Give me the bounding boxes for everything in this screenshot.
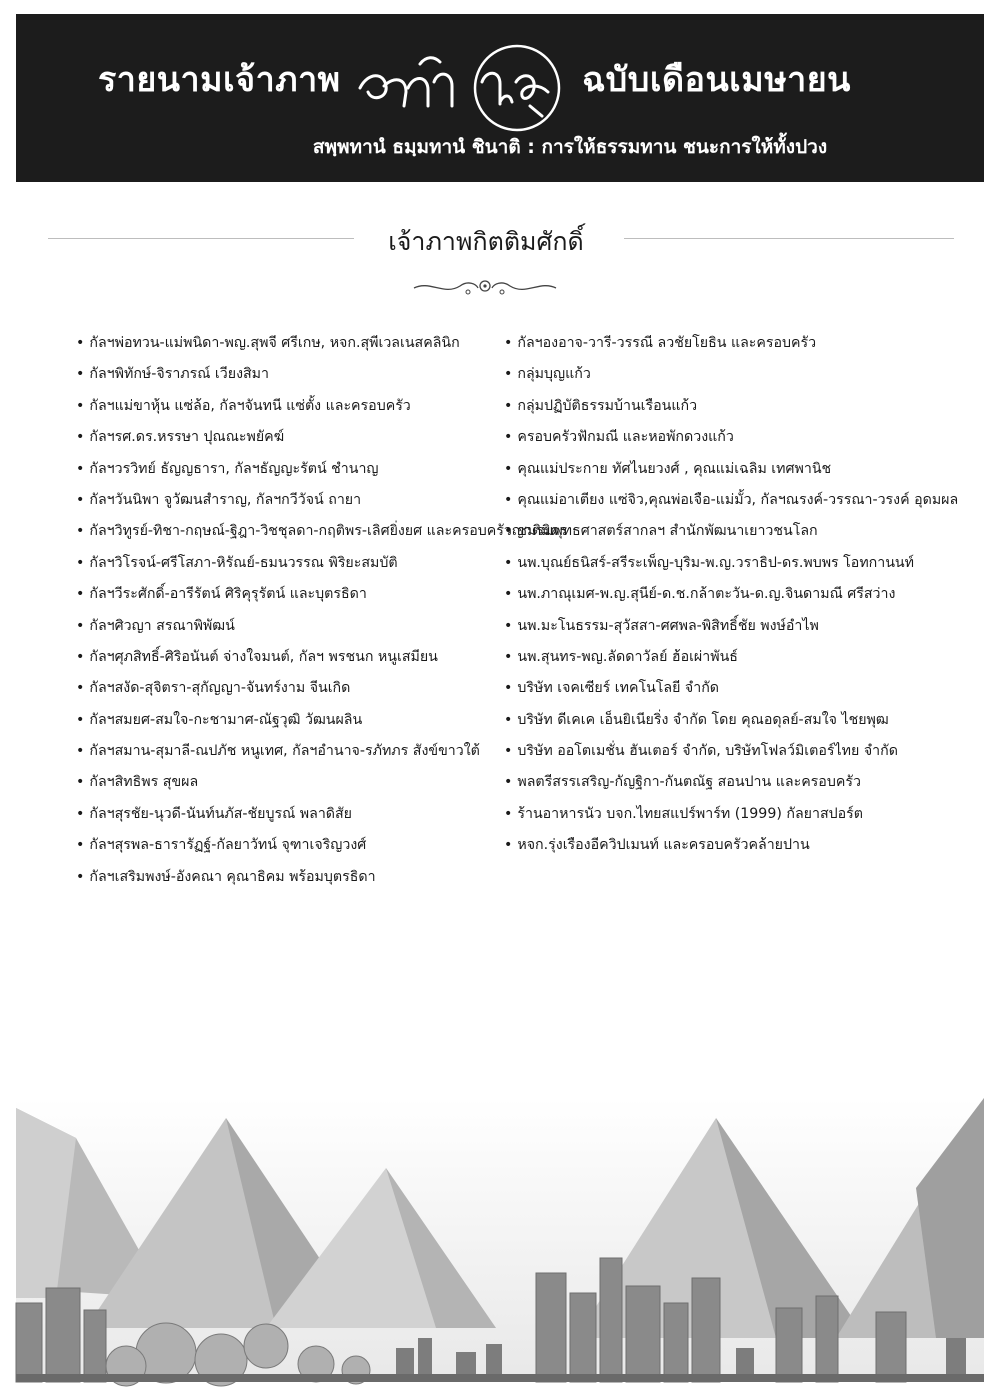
donor-right-item-9: • นพ.ภาณุเมศ-พ.ญ.สุนีย์-ด.ช.กล้าตะวัน-ด.ญ.จินดามณี ศรีสว่าง bbox=[504, 579, 944, 610]
section-heading-row bbox=[48, 218, 954, 258]
section-heading: เจ้าภาพกิตติมศักดิ์ bbox=[388, 227, 584, 256]
donor-right-item-6: • คุณแม่อาเตียง แซ่จิว,คุณพ่อเจือ-แม่มั้ว, กัลฯณรงค์-วรรณา-วรงค์ อุดมผล bbox=[504, 485, 944, 516]
donor-left-item-17: • กัลฯสุรพล-ธารารัฏฐ์-กัลยาวัทน์ จุฑาเจริญวงศ์ bbox=[76, 830, 508, 861]
donor-left-item-7: • กัลฯวิทูรย์-ทิชา-กฤษณ์-ฐิฎา-วิชชุลดา-กฤติพร-เลิศยิ่งยศ และครอบครัวญาติมิตร bbox=[76, 516, 508, 547]
donor-left-item-4: • กัลฯรศ.ดร.หรรษา ปุณณะพยัคฆ์ bbox=[76, 422, 508, 453]
donor-left-item-10: • กัลฯศิวญา สรณาพิพัฒน์ bbox=[76, 611, 508, 642]
donor-left-item-9: • กัลฯวีระศักดิ์-อารีรัตน์ ศิริคุรุรัตน์ และบุตรธิดา bbox=[76, 579, 508, 610]
header-title-left: รายนามเจ้าภาพ bbox=[98, 60, 341, 100]
donor-left-item-13: • กัลฯสมยศ-สมใจ-กะชามาศ-ณัฐวุฒิ วัฒนผลิน bbox=[76, 705, 508, 736]
divider-right bbox=[624, 238, 954, 239]
donor-left-item-12: • กัลฯสงัด-สุจิตรา-สุกัญญา-จันทร์งาม จีนเกิด bbox=[76, 673, 508, 704]
donor-left-item-15: • กัลฯสิทธิพร สุขผล bbox=[76, 767, 508, 798]
donor-right-item-17: • หจก.รุ่งเรืองอีควิปเมนท์ และครอบครัวคล้ายปาน bbox=[504, 830, 944, 861]
donor-right-item-1: • กัลฯองอาจ-วารี-วรรณี ลวชัยโยธิน และครอบครัว bbox=[504, 328, 944, 359]
donor-left-item-1: • กัลฯพ่อทวน-แม่พนิดา-พญ.สุพจี ศรีเกษ, หจก.สุพีเวลเนสคลินิก bbox=[76, 328, 508, 359]
donor-right-item-10: • นพ.มะโนธรรม-สุวัสสา-ศศพล-พิสิทธิ์ชัย พงษ์อำไพ bbox=[504, 611, 944, 642]
flourish-ornament bbox=[410, 274, 560, 298]
donor-right-item-13: • บริษัท ดีเคเค เอ็นยิเนียริ่ง จำกัด โดย คุณอดุลย์-สมใจ ไชยพุฒ bbox=[504, 705, 944, 736]
donor-left-item-11: • กัลฯศุภสิทธิ์-ศิริอนันต์ จ่างใจมนต์, กัลฯ พรชนก หนูเสมียน bbox=[76, 642, 508, 673]
donor-right-item-8: • นพ.บุณย์ธนิสร์-สรีระเพ็ญ-บุริม-พ.ญ.วราธิป-ดร.พบพร โอทกานนท์ bbox=[504, 548, 944, 579]
donor-left-item-18: • กัลฯเสริมพงษ์-อังคณา คุณาธิคม พร้อมบุตรธิดา bbox=[76, 862, 508, 893]
donor-right-item-16: • ร้านอาหารนัว บจก.ไทยสแปร์พาร์ท (1999) กัลยาสปอร์ต bbox=[504, 799, 944, 830]
donor-list-right bbox=[504, 328, 959, 862]
donor-left-item-16: • กัลฯสุรชัย-นุวดี-นันท์นภัส-ชัยบูรณ์ พลาดิสัย bbox=[76, 799, 508, 830]
donor-right-item-11: • นพ.สุนทร-พญ.ลัดดาวัลย์ ฮ้อเผ่าพันธ์ bbox=[504, 642, 944, 673]
donor-right-item-7: • ชมรมพุทธศาสตร์สากลฯ สำนักพัฒนาเยาวชนโลก bbox=[504, 516, 944, 547]
header-subtitle: สพฺพทานํ ธมฺมทานํ ชินาติ : การให้ธรรมทาน ชนะการให้ทั้งปวง bbox=[312, 136, 828, 158]
header-title-right: ฉบับเดือนเมษายน bbox=[582, 60, 851, 100]
donor-left-item-14: • กัลฯสมาน-สุมาลี-ณปภัช หนูเทศ, กัลฯอำนาจ-รภัทภร สังข์ขาวใต้ bbox=[76, 736, 508, 767]
donor-right-item-4: • ครอบครัวฟักมณี และหอพักดวงแก้ว bbox=[504, 422, 944, 453]
pyramid-city-illustration bbox=[16, 1098, 984, 1382]
donor-left-item-5: • กัลฯวรวิทย์ ธัญญธารา, กัลฯธัญญะรัตน์ ชำนาญ bbox=[76, 454, 508, 485]
donor-right-item-2: • กลุ่มบุญแก้ว bbox=[504, 359, 944, 390]
donor-left-item-8: • กัลฯวิโรจน์-ศรีโสภา-หิรัณย์-ธมนวรรณ พิริยะสมบัติ bbox=[76, 548, 508, 579]
header-banner bbox=[16, 14, 984, 182]
donor-right-item-14: • บริษัท ออโตเมชั่น ฮันเตอร์ จำกัด, บริษัทโฟลว์มิเตอร์ไทย จำกัด bbox=[504, 736, 944, 767]
donor-right-item-3: • กลุ่มปฏิบัติธรรมบ้านเรือนแก้ว bbox=[504, 391, 944, 422]
donor-right-item-12: • บริษัท เจคเซียร์ เทคโนโลยี จำกัด bbox=[504, 673, 944, 704]
donor-left-item-2: • กัลฯพิทักษ์-จิราภรณ์ เวียงสิมา bbox=[76, 359, 508, 390]
ayunaiboon-logo bbox=[354, 36, 574, 136]
donor-right-item-5: • คุณแม่ประกาย ทัศไนยวงศ์ , คุณแม่เฉลิม เทศพานิช bbox=[504, 454, 944, 485]
donor-left-item-6: • กัลฯวันนิพา จูวัฒนสำราญ, กัลฯกวีวัจน์ ถายา bbox=[76, 485, 508, 516]
donor-right-item-15: • พลตรีสรรเสริญ-กัญฐิกา-กันตณัฐ สอนปาน และครอบครัว bbox=[504, 767, 944, 798]
donor-left-item-3: • กัลฯแม่ขาหุ้น แซ่ล้อ, กัลฯจันทนี แซ่ตั้ง และครอบครัว bbox=[76, 391, 508, 422]
